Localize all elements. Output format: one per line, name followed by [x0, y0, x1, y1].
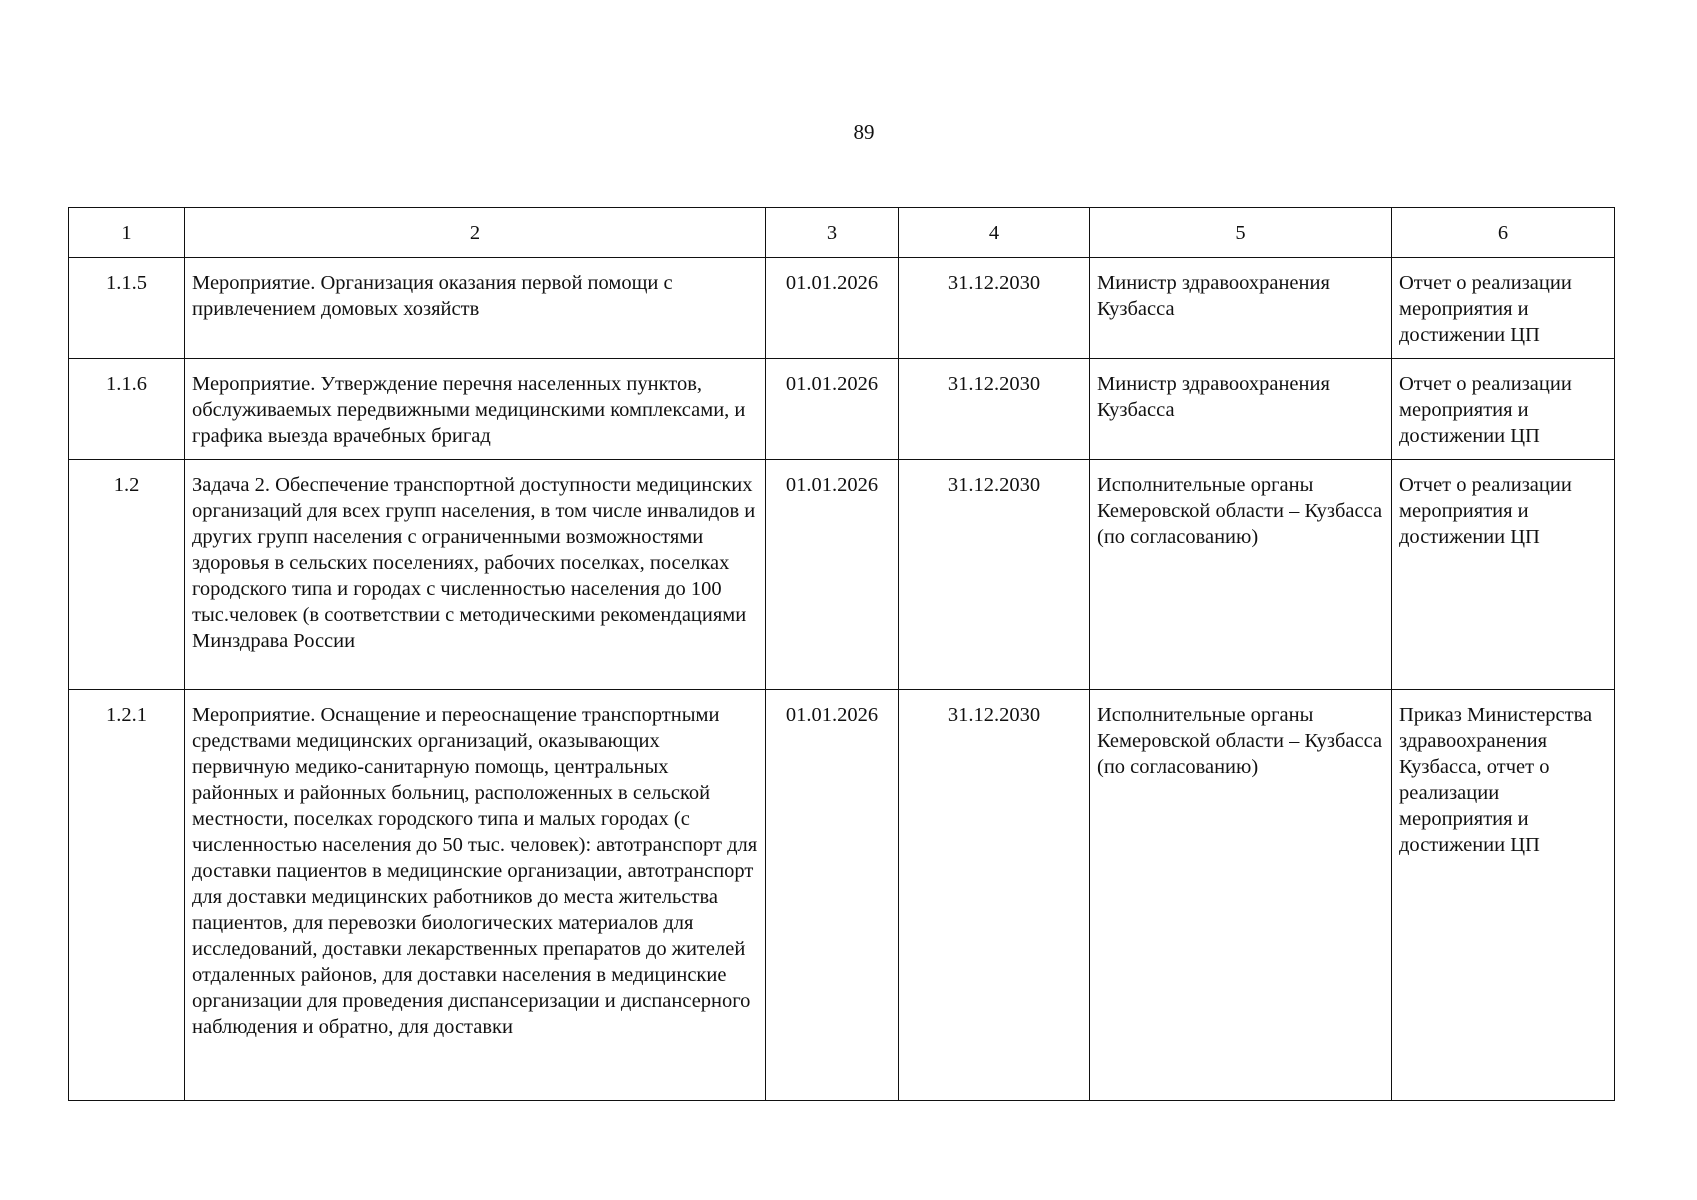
page-number: 89	[853, 120, 875, 144]
row-description: Задача 2. Обеспечение транспортной доступности медицинских организаций для всех групп населения, в том числе инвалидов и других групп населения с ограниченными возможностями здоровья в сельских поселениях, рабочих поселках, поселках городского типа и городах с численностью населения до 100 тыс.человек (в соответствии с методическими рекомендациями Минздрава России	[185, 460, 766, 690]
row-end-date: 31.12.2030	[899, 359, 1090, 460]
column-header-5: 5	[1090, 208, 1392, 258]
row-result: Отчет о реализации мероприятия и достижении ЦП	[1392, 258, 1615, 359]
table-row	[69, 690, 1615, 1101]
column-header-6: 6	[1392, 208, 1615, 258]
row-number: 1.2	[69, 460, 185, 690]
column-header-1: 1	[69, 208, 185, 258]
row-responsible: Исполнительные органы Кемеровской области – Кузбасса (по согласованию)	[1090, 690, 1392, 1101]
row-start-date: 01.01.2026	[766, 690, 899, 1101]
row-responsible: Исполнительные органы Кемеровской области – Кузбасса (по согласованию)	[1090, 460, 1392, 690]
row-end-date: 31.12.2030	[899, 460, 1090, 690]
column-header-4: 4	[899, 208, 1090, 258]
row-responsible: Министр здравоохранения Кузбасса	[1090, 359, 1392, 460]
row-start-date: 01.01.2026	[766, 460, 899, 690]
row-description: Мероприятие. Оснащение и переоснащение транспортными средствами медицинских организаций, оказывающих первичную медико-санитарную помощь, центральных районных и районных больниц, расположенных в сельской местности, поселках городского типа и малых городах (с численностью населения до 50 тыс. человек): автотранспорт для доставки пациентов в медицинские организации, автотранспорт для доставки медицинских работников до места жительства пациентов, для перевозки биологических материалов для исследований, доставки лекарственных препаратов до жителей отдаленных районов, для доставки населения в медицинские организации для проведения диспансеризации и диспансерного наблюдения и обратно, для доставки	[185, 690, 766, 1101]
row-description: Мероприятие. Организация оказания первой помощи с привлечением домовых хозяйств	[185, 258, 766, 359]
row-result: Приказ Министерства здравоохранения Кузбасса, отчет о реализации мероприятия и достижении ЦП	[1392, 690, 1615, 1101]
row-start-date: 01.01.2026	[766, 359, 899, 460]
table-row	[69, 258, 1615, 359]
row-number: 1.1.5	[69, 258, 185, 359]
row-result: Отчет о реализации мероприятия и достижении ЦП	[1392, 460, 1615, 690]
row-responsible: Министр здравоохранения Кузбасса	[1090, 258, 1392, 359]
table-row	[69, 359, 1615, 460]
row-end-date: 31.12.2030	[899, 258, 1090, 359]
measures-table	[68, 207, 1615, 1101]
row-start-date: 01.01.2026	[766, 258, 899, 359]
column-header-3: 3	[766, 208, 899, 258]
row-result: Отчет о реализации мероприятия и достижении ЦП	[1392, 359, 1615, 460]
row-number: 1.2.1	[69, 690, 185, 1101]
column-header-2: 2	[185, 208, 766, 258]
row-end-date: 31.12.2030	[899, 690, 1090, 1101]
table-header-row	[69, 208, 1615, 258]
row-description: Мероприятие. Утверждение перечня населенных пунктов, обслуживаемых передвижными медицинскими комплексами, и графика выезда врачебных бригад	[185, 359, 766, 460]
row-number: 1.1.6	[69, 359, 185, 460]
table-row	[69, 460, 1615, 690]
